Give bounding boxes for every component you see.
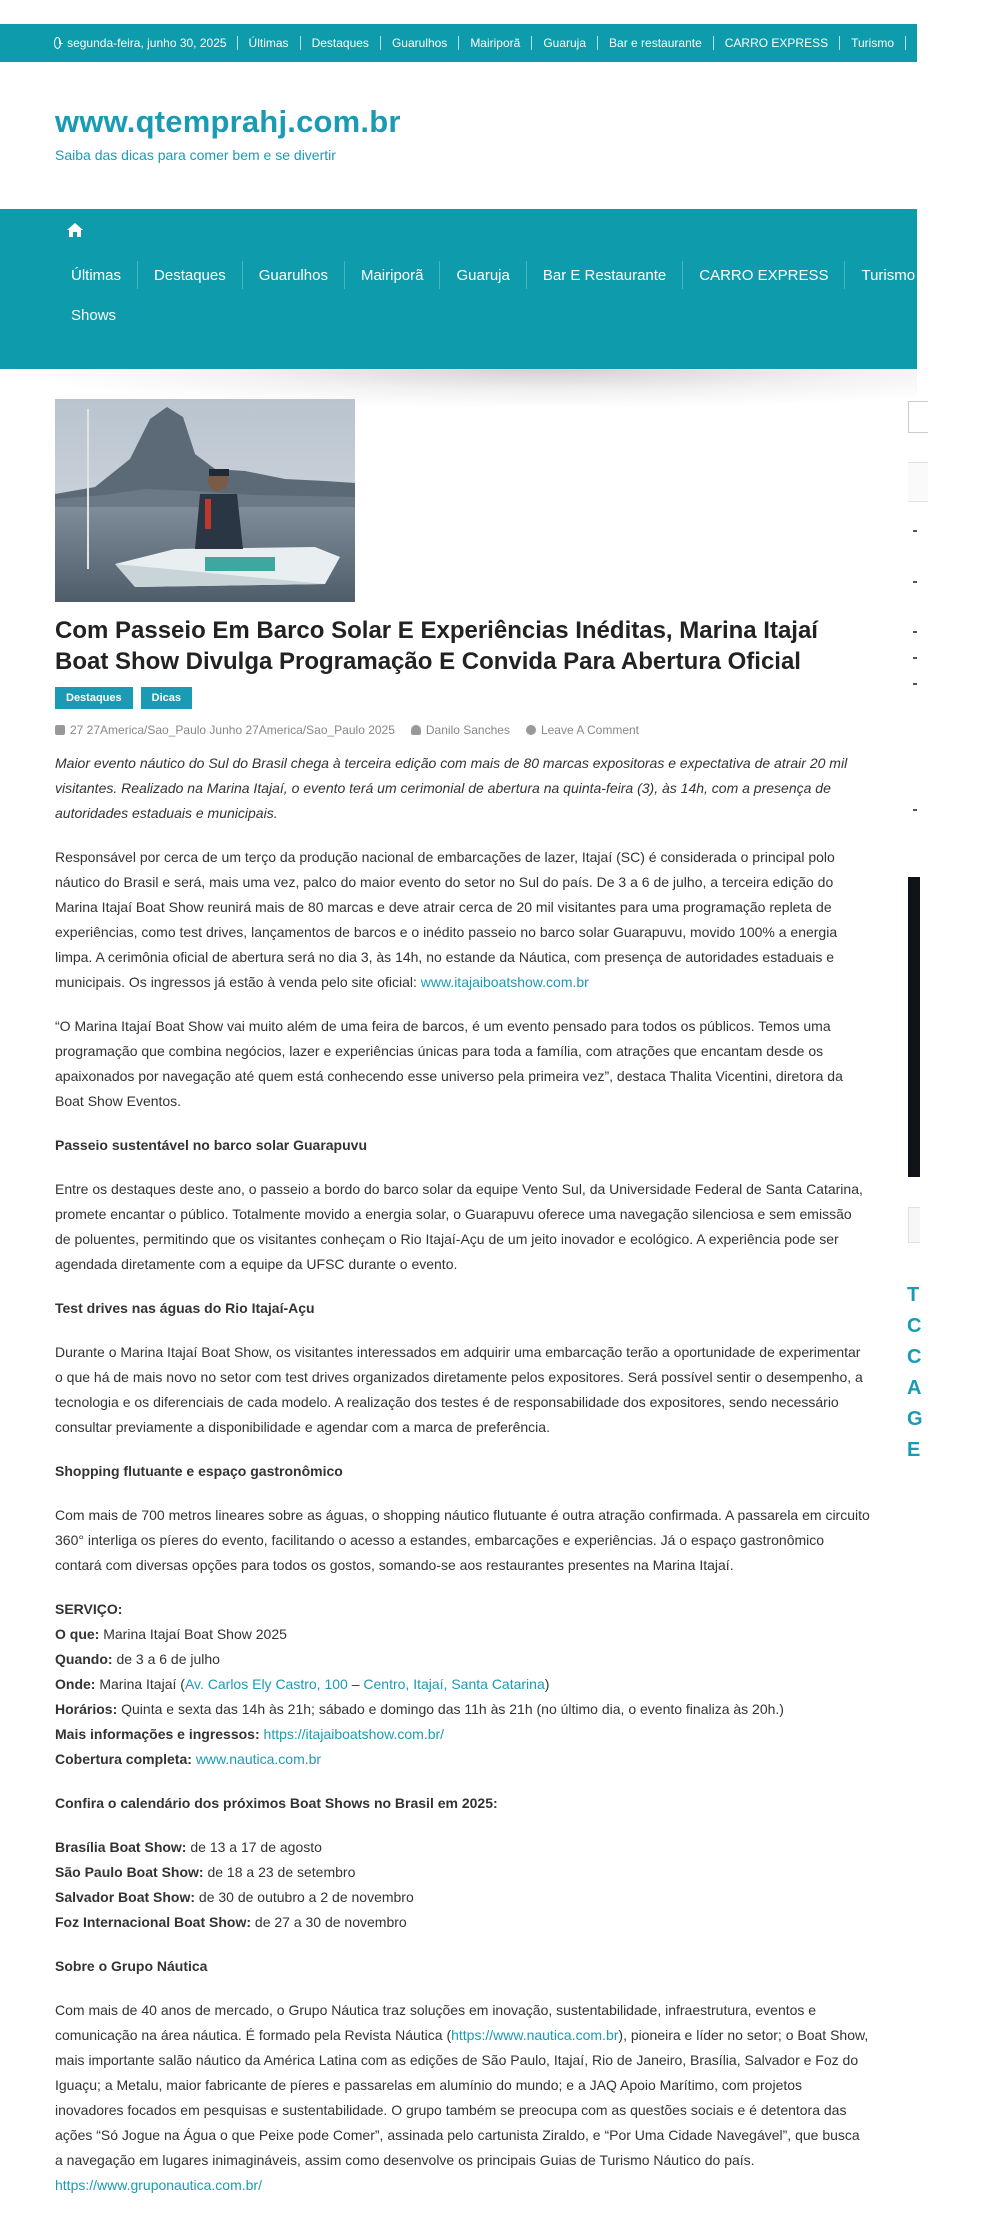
top-link-guarulhos[interactable]: Guarulhos <box>380 36 458 50</box>
nav-item-destaques[interactable]: Destaques <box>137 261 242 289</box>
clock-icon <box>54 37 61 49</box>
service-quando: de 3 a 6 de julho <box>116 1651 220 1667</box>
post-author[interactable]: Danilo Sanches <box>411 723 510 737</box>
paragraph: Com mais de 700 metros lineares sobre as águas, o shopping náutico flutuante é outra atração confirmada. A passarela em circuito 360° interliga os píeres do evento, facilitando o acesso a estandes, embarcações e experiências. Já o espaço gastronômico contará com diversas opções para todos os gostos, somando-se aos restaurantes presentes na Marina Itajaí. <box>55 1507 870 1573</box>
top-bar <box>0 24 917 62</box>
nautica-link[interactable]: https://www.nautica.com.br <box>451 2027 619 2043</box>
nav-item-carro-express[interactable]: CARRO EXPRESS <box>682 261 844 289</box>
address-link[interactable]: Av. Carlos Ely Castro, 100 <box>184 1676 348 1692</box>
paragraph: Entre os destaques deste ano, o passeio a bordo do barco solar da equipe Vento Sul, da Universidade Federal de Santa Catarina, promete encantar o público. Totalmente movido a energia solar, o Guarapuvu oferece uma navegação silenciosa e sem emissão de poluentes, permitindo que os visitantes conheçam o Rio Itajaí-Açu de um jeito inovador e ecológico. A experiência pode ser agendada diretamente com a equipe da UFSC durante o evento. <box>55 1181 863 1272</box>
paragraph: Responsável por cerca de um terço da produção nacional de embarcações de lazer, Itajaí (SC) é considerada o principal polo náutico do Brasil e será, mais uma vez, palco do maior evento do setor no Sul do país. De 3 a 6 de julho, a terceira edição do Marina Itajaí Boat Show reunirá mais de 80 marcas e deve atrair cerca de 20 mil visitantes para uma programação repleta de experiências, como test drives, lançamentos de barcos e o inédito passeio no barco solar Guarapuvu, movido 100% a energia limpa. A cerimônia oficial de abertura será no dia 3, às 14h, no estande da Náutica, com presença de autoridades estaduais e municipais. Os ingressos já estão à venda pelo site oficial: www.itajaiboatshow.com.br <box>55 849 838 990</box>
coverage-link[interactable]: www.nautica.com.br <box>195 1751 322 1767</box>
nav-item-guarulhos[interactable]: Guarulhos <box>242 261 344 289</box>
subheading-test-drives: Test drives nas águas do Rio Itajaí-Açu <box>55 1300 315 1316</box>
tickets-link[interactable]: https://itajaiboatshow.com.br/ <box>263 1726 445 1742</box>
post-body <box>55 751 870 2198</box>
comment-icon <box>526 725 536 735</box>
category-tag-dicas[interactable]: Dicas <box>141 687 192 709</box>
itajai-boat-show-link[interactable]: www.itajaiboatshow.com.br <box>420 974 589 990</box>
nav-item-mairipora[interactable]: Mairiporã <box>344 261 440 289</box>
main-nav <box>0 209 984 369</box>
top-link-bar-restaurante[interactable]: Bar e restaurante <box>597 36 713 50</box>
calendar-icon <box>55 725 65 735</box>
nav-item-ultimas[interactable]: Últimas <box>71 266 122 284</box>
calendar-item: Brasília Boat Show: de 13 a 17 de agosto <box>55 1839 322 1855</box>
sidebar-bullet <box>913 581 917 583</box>
sidebar-search-box[interactable] <box>908 401 928 433</box>
top-link-mairipora[interactable]: Mairiporã <box>458 36 531 50</box>
paragraph: Durante o Marina Itajaí Boat Show, os visitantes interessados em adquirir uma embarcação terão a oportunidade de experimentar o que há de mais novo no setor com test drives organizados diretamente pelos expositores. Será possível sentir o desempenho, a tecnologia e os diferenciais de cada modelo. A realização dos testes é de responsabilidade dos expositores, sendo necessário consultar previamente a disponibilidade e agendar com a marca de preferência. <box>55 1344 863 1435</box>
featured-image[interactable] <box>55 399 355 602</box>
category-tag-destaques[interactable]: Destaques <box>55 687 133 709</box>
subheading-shopping: Shopping flutuante e espaço gastronômico <box>55 1463 343 1479</box>
sidebar-divider <box>908 462 928 502</box>
service-que: Marina Itajaí Boat Show 2025 <box>103 1626 287 1642</box>
post-comments[interactable]: Leave A Comment <box>526 723 639 737</box>
sidebar-image[interactable] <box>908 877 920 1177</box>
nav-item-shows[interactable]: Shows <box>71 306 117 324</box>
subheading-grupo: Sobre o Grupo Náutica <box>55 1958 208 1974</box>
subheading-passeio: Passeio sustentável no barco solar Guarapuvu <box>55 1137 367 1153</box>
city-link[interactable]: Centro, Itajaí, Santa Catarina <box>363 1676 545 1692</box>
subheading-calendario: Confira o calendário dos próximos Boat Shows no Brasil em 2025: <box>55 1795 498 1811</box>
sidebar-post-title[interactable]: T C C A G E <box>907 1284 923 1461</box>
nav-item-receitas[interactable]: Rece <box>931 261 999 289</box>
sidebar-bullet <box>913 683 917 685</box>
boat-show-calendar <box>55 1835 870 1935</box>
top-bar-date: segunda-feira, junho 30, 2025 <box>67 36 227 50</box>
nav-item-guaruja[interactable]: Guaruja <box>439 261 525 289</box>
user-icon <box>411 725 421 735</box>
post-meta <box>55 723 870 737</box>
site-tagline: Saiba das dicas para comer bem e se divertir <box>55 147 336 163</box>
sidebar-bullet <box>913 631 917 633</box>
top-link-carro-express[interactable]: CARRO EXPRESS <box>713 36 839 50</box>
nav-item-bar-restaurante[interactable]: Bar E Restaurante <box>526 261 682 289</box>
sidebar-box <box>908 1207 920 1243</box>
nav-row-2 <box>55 301 132 329</box>
sidebar-bullet <box>913 809 917 811</box>
calendar-item: Salvador Boat Show: de 30 de outubro a 2 de novembro <box>55 1889 414 1905</box>
top-link-destaques[interactable]: Destaques <box>300 36 380 50</box>
nav-row <box>55 261 999 289</box>
post-lead: Maior evento náutico do Sul do Brasil chega à terceira edição com mais de 80 marcas expositoras e expectativa de atrair 20 mil visitantes. Realizado na Marina Itajaí, o evento terá um cerimonial de abertura na quinta-feira (3), às 14h, com a presença de autoridades estaduais e municipais. <box>55 755 848 821</box>
top-link-separator <box>905 36 917 50</box>
nav-item-turismo[interactable]: Turismo <box>844 261 931 289</box>
top-link-turismo[interactable]: Turismo <box>839 36 905 50</box>
paragraph: “O Marina Itajaí Boat Show vai muito além de uma feira de barcos, é um evento pensado para todos os públicos. Temos uma programação que combina negócios, lazer e experiências únicas para toda a família, com atrações que encantam desde os apaixonados por navegação até quem está conhecendo esse universo pela primeira vez”, destaca Thalita Vicentini, diretora da Boat Show Eventos. <box>55 1018 843 1109</box>
post-title: Com Passeio Em Barco Solar E Experiências Inéditas, Marina Itajaí Boat Show Divulga Programação E Convida Para Abertura Oficial <box>55 617 818 675</box>
sidebar-bullet <box>913 530 917 532</box>
sidebar-bullet <box>913 657 917 659</box>
service-info: SERVIÇO: O que: Marina Itajaí Boat Show 2025 Quando: de 3 a 6 de julho Onde: Marina Itajaí (Av. Carlos Ely Castro, 100 – Centro, Itajaí, Santa Catarina) Horários: Quinta e sexta das 14h às 21h; sábado e domingo das 11h às 21h (no último dia, o evento finaliza às 20h.) Mais informações e ingressos: https://itajaiboatshow.com.br/ Cobertura completa: www.nautica.com.br <box>55 1601 784 1767</box>
category-tags <box>55 687 870 709</box>
calendar-item: Foz Internacional Boat Show: de 27 a 30 de novembro <box>55 1914 407 1930</box>
post-date[interactable]: 27 27America/Sao_Paulo Junho 27America/Sao_Paulo 2025 <box>55 723 395 737</box>
site-title[interactable]: www.qtemprahj.com.br <box>55 104 401 139</box>
paragraph-grupo: Com mais de 40 anos de mercado, o Grupo Náutica traz soluções em inovação, sustentabilidade, infraestrutura, eventos e comunicação na área náutica. É formado pela Revista Náutica (https://www.nautica.com.br), pioneira e líder no setor; o Boat Show, mais importante salão náutico da América Latina com as edições de São Paulo, Itajaí, Rio de Janeiro, Brasília, Salvador e Foz do Iguaçu; a Metalu, maior fabricante de píeres e passarelas em alumínio do mundo; e a JAQ Apoio Marítimo, com projetos inovadores focados em pesquisas e sustentabilidade. O grupo também se preocupa com as questões sociais e é detentora das ações “Só Jogue na Água o que Peixe pode Comer”, assinada pelo cartunista Ziraldo, e “Por Uma Cidade Navegável”, que busca a navegação em lugares inimagináveis, assim como desenvolve os principais Guias de Turismo Náutico do país. https://www.gruponautica.com.br/ <box>55 2002 869 2193</box>
top-link-guaruja[interactable]: Guaruja <box>531 36 597 50</box>
grupo-nautica-link[interactable]: https://www.gruponautica.com.br/ <box>55 2177 262 2193</box>
home-icon[interactable] <box>66 222 84 238</box>
top-link-ultimas[interactable]: Últimas <box>237 36 300 50</box>
article <box>55 399 870 2217</box>
calendar-item: São Paulo Boat Show: de 18 a 23 de setembro <box>55 1864 356 1880</box>
service-heading: SERVIÇO: <box>55 1601 123 1617</box>
service-horarios: Quinta e sexta das 14h às 21h; sábado e domingo das 11h às 21h (no último dia, o evento finaliza às 20h.) <box>121 1701 784 1717</box>
